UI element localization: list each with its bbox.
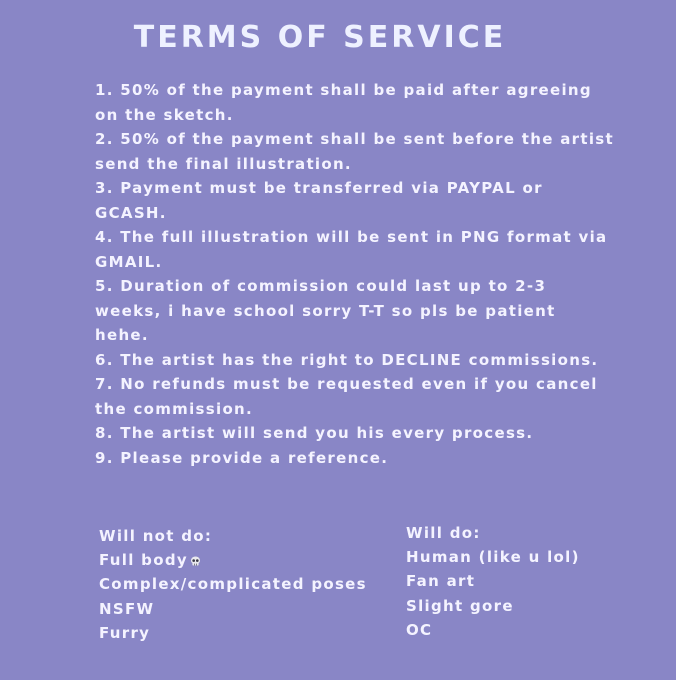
- list-item: Human (like u lol): [406, 548, 580, 567]
- terms-list: [95, 78, 615, 470]
- will-not-do-section: [99, 524, 367, 645]
- term-item: 9. Please provide a reference.: [95, 448, 389, 467]
- list-item: OC: [406, 620, 433, 639]
- term-item: 7. No refunds must be requested even if you cancel the commission.: [95, 375, 598, 418]
- will-not-do-heading: Will not do:: [99, 527, 213, 545]
- will-not-do-list: [99, 548, 367, 645]
- list-item: Complex/complicated poses: [99, 575, 367, 594]
- skull-icon: [190, 556, 201, 566]
- list-item: Fan art: [406, 572, 476, 591]
- term-item: 3. Payment must be transferred via PAYPAL or GCASH.: [95, 179, 543, 222]
- term-item: 5. Duration of commission could last up to 2-3 weeks, i have school sorry T-T so pls be patient hehe.: [95, 277, 556, 344]
- will-do-section: [406, 521, 580, 642]
- list-item: Furry: [99, 623, 151, 642]
- term-item: 6. The artist has the right to DECLINE commissions.: [95, 350, 599, 369]
- term-item: 1. 50% of the payment shall be paid after agreeing on the sketch.: [95, 81, 592, 124]
- will-do-heading: Will do:: [406, 524, 481, 542]
- term-item: 8. The artist will send you his every process.: [95, 424, 534, 442]
- list-item-label: Full body: [99, 551, 188, 570]
- term-item: 4. The full illustration will be sent in PNG format via GMAIL.: [95, 228, 608, 271]
- will-do-list: [406, 545, 580, 642]
- list-item: NSFW: [99, 599, 155, 618]
- page-title: TERMS OF SERVICE: [133, 20, 507, 55]
- list-item: [99, 548, 367, 572]
- term-item: 2. 50% of the payment shall be sent before the artist send the final illustration.: [95, 130, 614, 173]
- list-item: Slight gore: [406, 596, 514, 615]
